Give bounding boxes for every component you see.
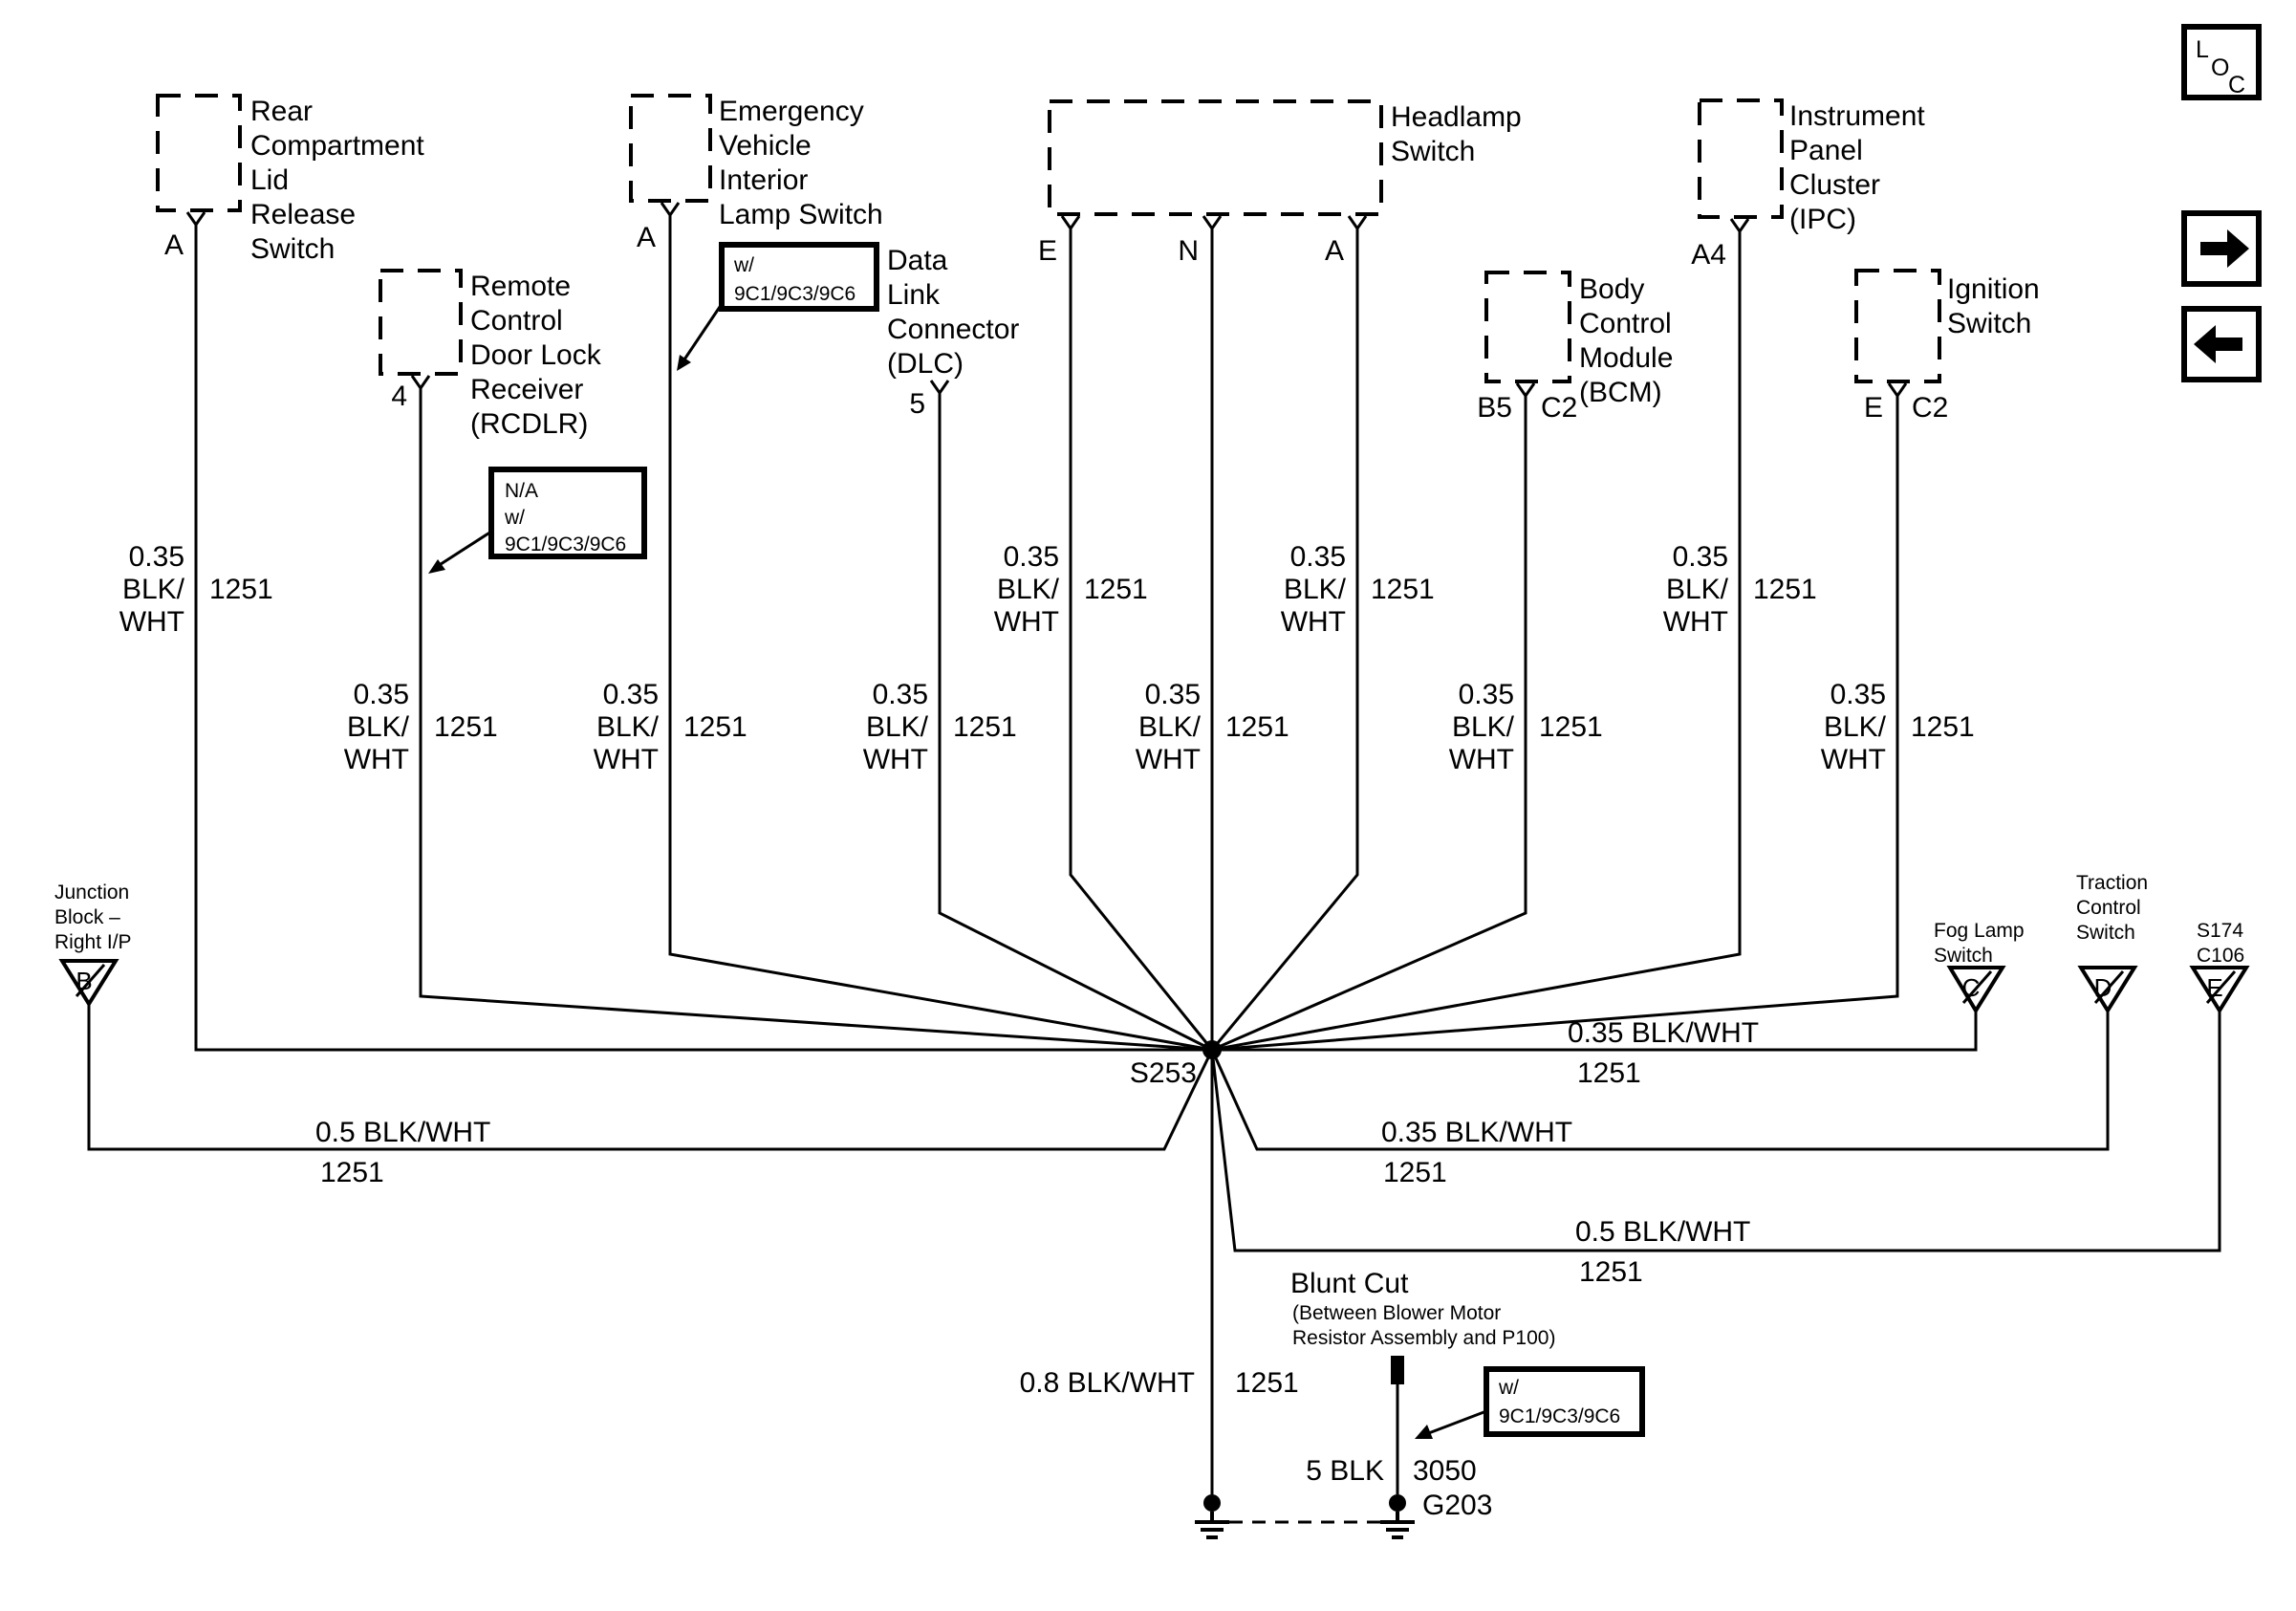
component-ignition-switch (1856, 271, 2040, 424)
wire-label-stacks (119, 541, 1975, 775)
loc-letter: L (2196, 36, 2209, 63)
wire (1071, 229, 1212, 1050)
ground-dot (1203, 1494, 1221, 1512)
wire-size-label: 0.35 (1672, 541, 1728, 573)
connector-chevron-icon (1062, 216, 1079, 229)
wire-color-label: BLK/ (865, 711, 928, 743)
wire-color-label: BLK/ (1137, 711, 1201, 743)
wire-color-label: BLK/ (596, 711, 659, 743)
connector-chevron-icon (187, 212, 205, 225)
wire-size-label: 0.35 (1144, 679, 1201, 710)
component-box (1486, 272, 1570, 381)
ground-symbol-icon (1195, 1512, 1229, 1537)
component-label-line: Emergency (719, 96, 864, 127)
component-label-line: Connector (887, 314, 1020, 345)
connector-junction-block-right-ip (54, 882, 132, 1004)
component-label-line: Panel (1789, 135, 1863, 166)
note-line: w/ (734, 254, 754, 276)
circuit-number: 3050 (1413, 1455, 1477, 1487)
pin-label: N (1178, 235, 1199, 267)
component-label-line: Door Lock (470, 339, 601, 371)
wire-size-label: 0.5 BLK/WHT (1575, 1216, 1751, 1248)
wire-color-label: BLK/ (996, 574, 1059, 605)
connector-letter: B (76, 967, 93, 995)
note-line: 9C1/9C3/9C6 (1499, 1405, 1621, 1427)
component-label-line: Compartment (250, 130, 424, 162)
connector-chevron-icon (661, 203, 679, 215)
component-box (380, 271, 461, 374)
note-arrow-line (684, 304, 722, 359)
circuit-number: 1251 (1084, 574, 1148, 605)
wire-size-label: 0.35 (1458, 679, 1514, 710)
component-label-line: Interior (719, 164, 809, 196)
loc-letter: O (2211, 54, 2230, 81)
pin-label: E (1863, 392, 1883, 424)
pin-label: 4 (391, 381, 407, 412)
note-arrow-line (1426, 1411, 1486, 1434)
connector-label-line: S174 (2197, 920, 2244, 942)
note-arrow-line (438, 532, 491, 566)
component-label-line: (RCDLR) (470, 408, 589, 440)
connector-chevron-icon (931, 381, 948, 393)
wire-size-label: 0.35 BLK/WHT (1568, 1017, 1760, 1049)
connector-letter: E (2206, 973, 2223, 1002)
connector-label-line: Fog Lamp (1934, 920, 2025, 942)
wire-size-label: 0.35 (128, 541, 184, 573)
component-rear-compartment-lid-release-switch (158, 96, 424, 265)
loc-button[interactable] (2184, 27, 2259, 98)
wire-color-label: WHT (1280, 606, 1346, 638)
blunt-cut-bar-icon (1391, 1356, 1404, 1384)
connector-letter: C (1961, 973, 1981, 1002)
component-box (631, 96, 710, 201)
wire-size-label: 0.35 BLK/WHT (1381, 1117, 1573, 1148)
connector-label-line: Right I/P (54, 931, 132, 953)
component-label-line: Body (1579, 273, 1645, 305)
wire-color-label: WHT (119, 606, 184, 638)
connector-chevron-icon (1203, 216, 1221, 229)
wire (1212, 229, 1357, 1050)
pin-label: E (1037, 235, 1057, 267)
wire-color-label: BLK/ (1451, 711, 1514, 743)
component-label-line: Data (887, 245, 948, 276)
connector-chevron-icon (1517, 383, 1534, 396)
connector-traction-control-switch (2076, 872, 2148, 1011)
connector-label-line: Control (2076, 897, 2141, 919)
ground-label: G203 (1422, 1490, 1493, 1521)
note-line: w/ (1499, 1377, 1519, 1399)
note-line: Resistor Assembly and P100) (1292, 1327, 1556, 1349)
component-headlamp-switch (1038, 101, 1522, 267)
circuit-number: 1251 (683, 711, 747, 743)
connector-label-line: Traction (2076, 872, 2149, 894)
pin-label: C2 (1912, 392, 1949, 424)
wire (196, 225, 1212, 1050)
connector-label-line: Switch (1934, 945, 1993, 967)
circuit-number: 1251 (209, 574, 273, 605)
wire-size-label: 5 BLK (1306, 1455, 1384, 1487)
component-box (1700, 100, 1782, 217)
circuit-number: 1251 (1225, 711, 1289, 743)
component-label-line: Release (250, 199, 357, 230)
wire-color-label: WHT (1662, 606, 1728, 638)
circuit-number: 1251 (434, 711, 498, 743)
splice-label: S253 (1129, 1057, 1197, 1089)
ground-dot (1389, 1494, 1406, 1512)
note-w-box-bottom (1415, 1369, 1642, 1439)
wire-size-label: 0.35 (353, 679, 409, 710)
wire-color-label: BLK/ (121, 574, 184, 605)
note-w-box-top (677, 245, 877, 371)
pin-label: C2 (1541, 392, 1578, 424)
note-na-box (428, 469, 644, 574)
connector-fog-lamp-switch (1934, 920, 2025, 1011)
connector-chevron-icon (1731, 219, 1748, 231)
wire-color-label: WHT (1135, 744, 1201, 775)
note-line: 9C1/9C3/9C6 (734, 283, 856, 305)
arrow-head-icon (677, 355, 691, 371)
component-box (158, 96, 240, 210)
next-button[interactable] (2184, 213, 2259, 284)
component-label-line: Vehicle (719, 130, 812, 162)
note-line: w/ (505, 507, 525, 529)
wire-size-label: 0.5 BLK/WHT (315, 1117, 491, 1148)
wire-color-label: WHT (1448, 744, 1514, 775)
circuit-number: 1251 (1577, 1057, 1641, 1089)
circuit-number: 1251 (320, 1157, 384, 1188)
component-label-line: Link (887, 279, 941, 311)
component-label-line: Lid (250, 164, 290, 196)
component-label-line: Module (1579, 342, 1674, 374)
component-label-line: Headlamp (1391, 101, 1522, 133)
wire-size-label: 0.8 BLK/WHT (1019, 1367, 1195, 1399)
wire (89, 1004, 1212, 1149)
circuit-number: 1251 (1911, 711, 1975, 743)
wire-color-label: BLK/ (1283, 574, 1346, 605)
wire-color-label: WHT (343, 744, 409, 775)
ground-g203 (1195, 1490, 1492, 1537)
connector-s174-c106 (2193, 920, 2246, 1011)
connector-label-line: C106 (2197, 945, 2245, 967)
component-label-line: Ignition (1947, 273, 2040, 305)
prev-button[interactable] (2184, 309, 2259, 380)
loc-letter: C (2228, 72, 2246, 98)
component-label-line: Switch (1391, 136, 1476, 167)
component-label-line: Lamp Switch (719, 199, 883, 230)
component-label-line: Switch (1947, 308, 2032, 339)
wire-color-label: WHT (862, 744, 928, 775)
wire-color-label: WHT (993, 606, 1059, 638)
wire-color-label: WHT (1820, 744, 1886, 775)
splice-dot (1202, 1040, 1222, 1059)
connector-chevron-icon (412, 376, 429, 388)
component-label-line: Control (470, 305, 563, 337)
circuit-number: 1251 (1235, 1367, 1299, 1399)
wire-size-label: 0.35 (1003, 541, 1059, 573)
circuit-number: 1251 (1539, 711, 1603, 743)
note-line: Blunt Cut (1290, 1268, 1409, 1299)
connector-label-line: Switch (2076, 922, 2135, 944)
wire-color-label: BLK/ (1823, 711, 1886, 743)
component-label-line: (DLC) (887, 348, 964, 380)
wire-color-label: WHT (593, 744, 659, 775)
wire-size-label: 0.35 (1289, 541, 1346, 573)
pin-label: B5 (1477, 392, 1512, 424)
circuit-number: 1251 (1753, 574, 1817, 605)
note-line: 9C1/9C3/9C6 (505, 533, 627, 555)
note-line: N/A (505, 480, 539, 502)
connector-label-line: Junction (54, 882, 130, 903)
component-label-line: Control (1579, 308, 1672, 339)
component-remote-control-door-lock-receiver (380, 271, 602, 440)
pin-label: A (163, 229, 184, 261)
component-label-line: Switch (250, 233, 336, 265)
component-label-line: Cluster (1789, 169, 1881, 201)
component-box (1856, 271, 1939, 381)
pin-label: A (1324, 235, 1344, 267)
component-data-link-connector (887, 245, 1019, 420)
component-body-control-module (1477, 272, 1673, 424)
pin-label: A4 (1691, 239, 1726, 271)
component-instrument-panel-cluster (1691, 100, 1925, 271)
wire-size-label: 0.35 (602, 679, 659, 710)
component-label-line: Rear (250, 96, 314, 127)
note-line: (Between Blower Motor (1292, 1302, 1502, 1324)
wire-size-label: 0.35 (1830, 679, 1886, 710)
component-label-line: (IPC) (1789, 204, 1856, 235)
component-label-line: (BCM) (1579, 377, 1662, 408)
pin-label: A (636, 222, 656, 253)
connector-chevron-icon (1349, 216, 1366, 229)
wire-color-label: BLK/ (1665, 574, 1728, 605)
connector-label-line: Block – (54, 906, 120, 928)
component-box (1050, 101, 1381, 214)
component-label-line: Remote (470, 271, 572, 302)
component-label-line: Instrument (1789, 100, 1925, 132)
pin-label: 5 (909, 388, 925, 420)
circuit-number: 1251 (1383, 1157, 1447, 1188)
connector-letter: D (2093, 973, 2112, 1002)
wire-size-label: 0.35 (872, 679, 928, 710)
wire-color-label: BLK/ (346, 711, 409, 743)
circuit-number: 1251 (1579, 1256, 1643, 1288)
connector-chevron-icon (1889, 383, 1906, 396)
component-label-line: Receiver (470, 374, 584, 405)
circuit-number: 1251 (953, 711, 1017, 743)
ground-symbol-icon (1380, 1512, 1415, 1537)
circuit-number: 1251 (1371, 574, 1435, 605)
